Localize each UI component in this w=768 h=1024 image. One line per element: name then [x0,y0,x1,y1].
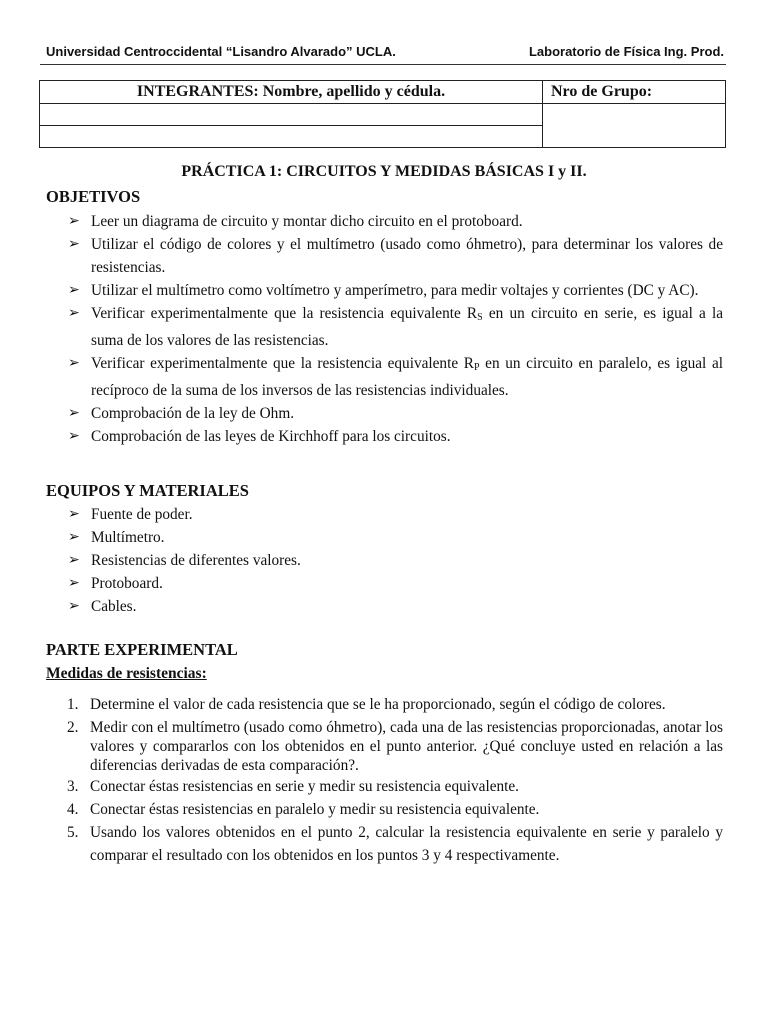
arrow-bullet-icon: ➢ [68,429,80,444]
list-item: 3. Conectar éstas resistencias en serie y medir su resistencia equivalente. [67,778,519,795]
header-lab: Laboratorio de Física Ing. Prod. [528,44,724,59]
page-title: PRÁCTICA 1: CIRCUITOS Y MEDIDAS BÁSICAS I y II. [181,163,587,180]
member-entry-cell-2[interactable] [40,126,543,148]
list-item: 5. Usando los valores obtenidos en el punto 2, calcular la resistencia equivalente en serie y paralelo y comparar el resultado con los obtenidos en los puntos 3 y 4 respectivamente. [67,824,723,864]
list-item: ➢ Leer un diagrama de circuito y montar dicho circuito en el protoboard. [68,210,723,233]
arrow-bullet-icon: ➢ [68,283,80,298]
list-item: ➢ Verificar experimentalmente que la resistencia equivalente $R_P$ en un circuito en paralelo, es igual al recíproco de la suma de los inversos de las resistencias individuales. [68,352,723,402]
arrow-bullet-icon: ➢ [68,214,80,229]
list-item: ➢ Utilizar el multímetro como voltímetro y amperímetro, para medir voltajes y corrientes (DC y AC). [68,279,723,302]
list-item: 4. Conectar éstas resistencias en paralelo y medir su resistencia equivalente. [67,801,540,818]
list-item: ➢ Multímetro. [68,526,723,549]
group-number-entry-cell[interactable] [543,104,726,148]
steps-list [60,693,723,867]
page-header [46,44,724,59]
section-heading-equipos: EQUIPOS Y MATERIALES [46,481,249,500]
list-item: ➢ Resistencias de diferentes valores. [68,549,723,572]
members-header-cell: INTEGRANTES: Nombre, apellido y cédula. [40,81,543,104]
list-item: 2. Medir con el multímetro (usado como óhmetro), cada una de las resistencias proporcionadas, anotar los valores y compararlos con los obtenidos en el punto anterior. ¿Qué concluye usted en relación a las diferencias derivadas de esta comparación?. [67,719,723,774]
arrow-bullet-icon: ➢ [68,356,80,371]
header-divider [40,64,726,65]
arrow-bullet-icon: ➢ [68,599,80,614]
group-number-header-cell: Nro de Grupo: [543,81,726,104]
arrow-bullet-icon: ➢ [68,406,80,421]
list-item: ➢ Comprobación de la ley de Ohm. [68,402,723,425]
arrow-bullet-icon: ➢ [68,576,80,591]
list-item: ➢ Protoboard. [68,572,723,595]
list-item: ➢ Fuente de poder. [68,503,723,526]
section-heading-parte-experimental: PARTE EXPERIMENTAL [46,640,238,659]
members-table [39,80,726,148]
header-university: Universidad Centroccidental “Lisandro Alvarado” UCLA. [46,44,396,59]
arrow-bullet-icon: ➢ [68,507,80,522]
arrow-bullet-icon: ➢ [68,306,80,321]
subheading-medidas: Medidas de resistencias: [46,665,207,682]
equipos-list [68,503,723,618]
objetivos-list [68,210,723,448]
list-item: ➢ Cables. [68,595,723,618]
list-item: ➢ Comprobación de las leyes de Kirchhoff para los circuitos. [68,425,723,448]
arrow-bullet-icon: ➢ [68,530,80,545]
list-item: ➢ Utilizar el código de colores y el multímetro (usado como óhmetro), para determinar los valores de resistencias. [68,233,723,279]
list-item: ➢ Verificar experimentalmente que la resistencia equivalente $R_S$ en un circuito en serie, es igual a la suma de los valores de las resistencias. [68,302,723,352]
arrow-bullet-icon: ➢ [68,553,80,568]
list-item: 1. Determine el valor de cada resistencia que se le ha proporcionado, según el código de colores. [67,696,666,713]
member-entry-cell-1[interactable] [40,104,543,126]
section-heading-objetivos: OBJETIVOS [46,187,141,206]
arrow-bullet-icon: ➢ [68,237,80,252]
